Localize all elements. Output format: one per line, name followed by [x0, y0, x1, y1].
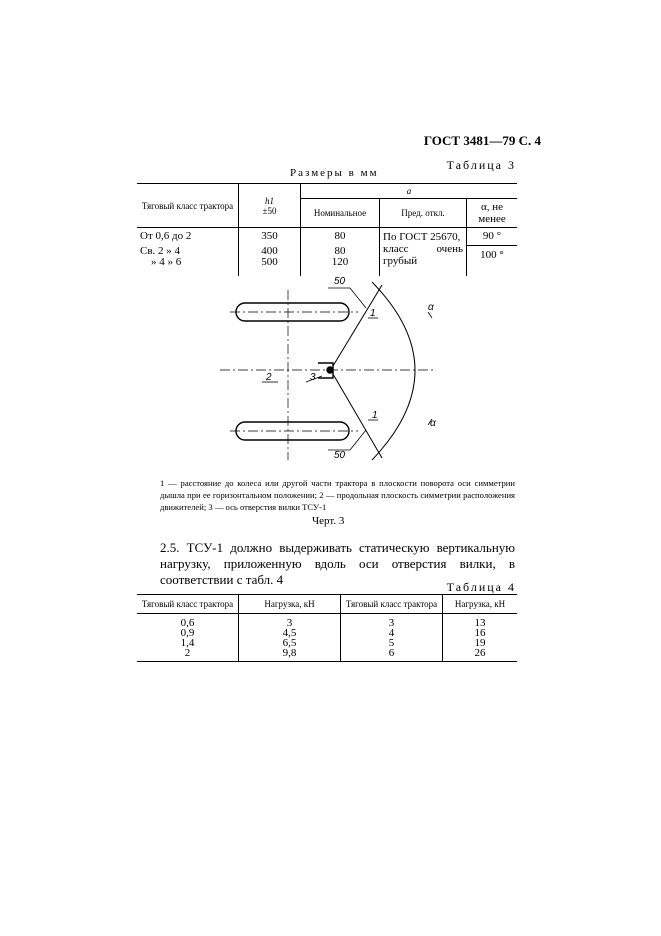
t3-h1: 350	[239, 228, 301, 246]
t3-col-class: Тяговый класс трактора	[137, 184, 239, 228]
t4-c3: 6	[341, 648, 443, 662]
t4-c3: 4	[341, 628, 443, 638]
label-2: 2	[266, 372, 272, 383]
t3-dev-line2b: очень	[436, 243, 463, 255]
t3-nom: 120	[301, 257, 380, 276]
angle-arc	[372, 282, 415, 460]
t3-dev-line2	[383, 243, 463, 255]
t3-cls: Св. 2 » 4	[140, 244, 181, 257]
dim-top-ext	[350, 288, 366, 308]
t4-c3: 5	[341, 638, 443, 648]
table4-caption: Таблица 4	[446, 580, 516, 594]
t3-h1-label: h1	[265, 195, 274, 206]
t3-dev-line1: По ГОСТ 25670,	[383, 231, 461, 243]
t3-alpha1: 90 °	[467, 228, 518, 246]
t3-cls: » 4 » 6	[151, 255, 182, 268]
t3-col-a	[301, 184, 518, 199]
table3	[137, 183, 517, 276]
t3-nom: 80	[301, 228, 380, 246]
t4-c2: 6,5	[239, 638, 341, 648]
t4-c2: 9,8	[239, 648, 341, 662]
paragraph-2-5: 2.5. ТСУ-1 должно выдерживать статическую вертикальную нагрузку, приложенную вдоль оси отверстия вилки, в соответствии с табл. 4	[160, 540, 515, 587]
t3-dev-line2a: класс	[383, 243, 409, 255]
table-row	[137, 648, 517, 662]
page-header: ГОСТ 3481—79 С. 4	[423, 133, 541, 148]
t3-h1-tol: ±50	[262, 205, 277, 216]
label-alpha-b: α	[430, 418, 436, 429]
t4-c1: 0,9	[180, 627, 195, 639]
t4-c4: 19	[443, 638, 518, 648]
t3-h1: 400	[239, 246, 301, 257]
t3-h1: 500	[239, 257, 301, 276]
table-row	[137, 628, 517, 638]
dim-bottom-label: 50	[334, 450, 346, 461]
label-3: 3	[310, 372, 316, 383]
t4-c3: 3	[341, 614, 443, 629]
t4-c4: 26	[443, 648, 518, 662]
table-row	[137, 638, 517, 648]
sizes-note: Размеры в мм	[290, 167, 379, 179]
t4-c1: 1,4	[180, 637, 195, 649]
figure-legend: 1 — расстояние до колеса или другой части трактора в плоскости поворота оси симметрии дышла при ее горизонтальном положении; 2 — продольная плоскость симметрии расположения движителей; 3 — ось отверстия вилки ТСУ-1	[160, 478, 515, 512]
t3-cls: От 0,6 до 2	[140, 230, 192, 242]
t3-col-nominal: Номинальное	[301, 199, 380, 228]
t3-dev-cell	[380, 228, 467, 276]
dim-top-label: 50	[334, 276, 346, 287]
table3-caption: Таблица 3	[446, 158, 516, 172]
label-1a: 1	[370, 308, 376, 319]
t4-col2: Нагрузка, кН	[239, 595, 341, 614]
dim-bottom-ext	[350, 430, 366, 450]
t4-col4: Нагрузка, кН	[443, 595, 518, 614]
figure-caption: Черт. 3	[312, 515, 345, 527]
table-row	[137, 614, 517, 629]
t3-col-h1	[239, 184, 301, 228]
label-alpha-a: α	[428, 302, 434, 313]
t4-c2: 4,5	[239, 628, 341, 638]
t4-c4: 13	[443, 614, 518, 629]
t3-col-dev: Пред. откл.	[380, 199, 467, 228]
t3-alpha2: 100 °	[467, 246, 518, 276]
t3-a-label: a	[406, 186, 412, 196]
label-1b: 1	[372, 410, 378, 421]
t4-c4: 16	[443, 628, 518, 638]
t4-c1: 2	[137, 648, 239, 662]
t4-col3: Тяговый класс трактора	[341, 595, 443, 614]
t4-c2: 3	[239, 614, 341, 629]
t3-col-alpha: α, не менее	[467, 199, 518, 228]
t3-dev-line3: грубый	[383, 255, 418, 267]
t3-nom: 80	[301, 246, 380, 257]
t4-col1: Тяговый класс трактора	[137, 595, 239, 614]
t4-c1: 0,6	[180, 617, 195, 629]
table4	[137, 594, 517, 662]
technical-drawing	[200, 270, 460, 470]
table-row	[137, 228, 517, 246]
